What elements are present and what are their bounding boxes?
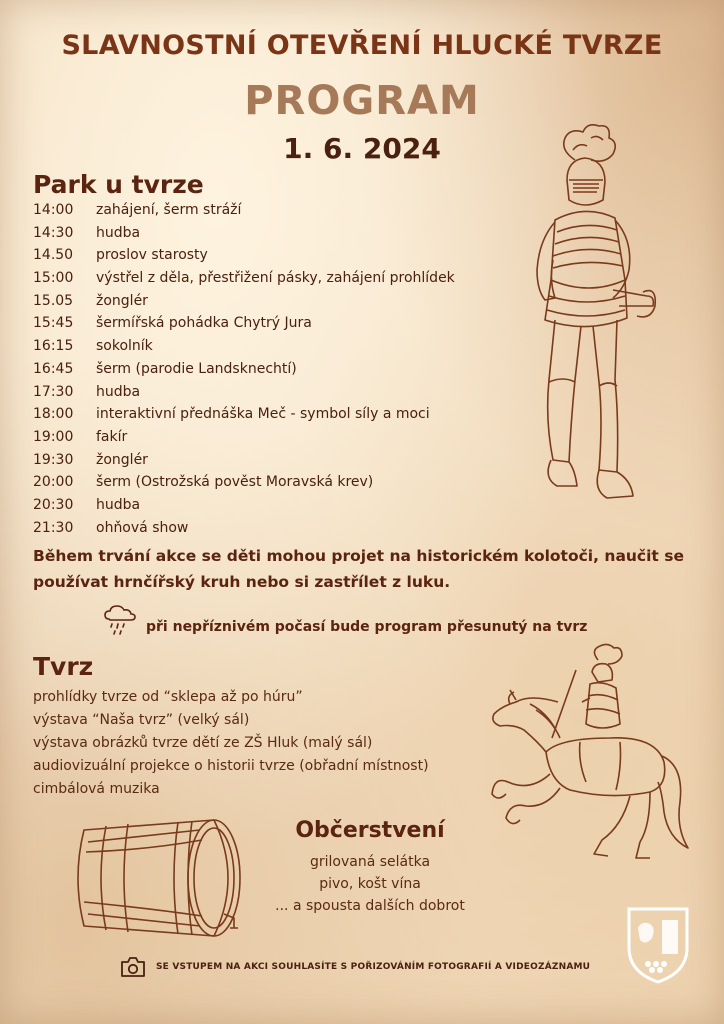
schedule-time: 21:30	[33, 519, 74, 536]
event-date: 1. 6. 2024	[283, 132, 441, 165]
schedule-time: 20:00	[33, 474, 74, 491]
barrel-illustration	[66, 812, 252, 944]
schedule-time: 17:30	[33, 383, 74, 400]
weather-note: při nepříznivém počasí bude program přesunutý na tvrz	[146, 619, 588, 635]
schedule-event: zahájení, šerm stráží	[96, 202, 242, 218]
schedule-time: 15:00	[33, 270, 74, 287]
schedule-event: výstřel z děla, přestřižení pásky, zahájení prohlídek	[96, 270, 455, 287]
tvrz-list	[33, 686, 429, 801]
schedule-event: sokolník	[96, 338, 153, 355]
schedule-time: 19:30	[33, 451, 74, 468]
schedule-event: žonglér	[96, 292, 148, 309]
refreshment-item: grilovaná selátka	[309, 854, 431, 870]
refreshments-section	[260, 818, 480, 917]
knight-illustration	[515, 120, 665, 505]
schedule-event: šerm (Ostrožská pověst Moravská krev)	[96, 474, 374, 491]
photo-consent-footer	[120, 956, 590, 978]
coat-of-arms-icon	[626, 906, 690, 984]
schedule-event: šerm (parodie Landsknechtí)	[96, 360, 297, 377]
schedule-event: interaktivní přednáška Meč - symbol síly a moci	[96, 406, 430, 423]
schedule-event: proslov starosty	[96, 247, 208, 264]
park-heading: Park u tvrze	[33, 170, 204, 199]
footer-text: SE VSTUPEM NA AKCI SOUHLASÍTE S POŘIZOVÁNÍM FOTOGRAFIÍ A VIDEOZÁZNAMU	[156, 962, 591, 972]
horseman-illustration	[490, 642, 690, 867]
rain-cloud-icon	[101, 601, 139, 639]
camera-icon	[120, 956, 146, 978]
schedule-time: 19:00	[33, 428, 74, 445]
schedule-time: 15.05	[33, 292, 74, 309]
schedule-time: 18:00	[33, 406, 74, 423]
schedule-event: šermířská pohádka Chytrý Jura	[96, 315, 312, 332]
refreshments-heading: Občerstvení	[295, 818, 445, 843]
schedule-event: žonglér	[96, 451, 148, 468]
schedule-time: 16:15	[33, 338, 74, 355]
tvrz-heading: Tvrz	[33, 652, 94, 681]
refreshment-item: ... a spousta dalších dobrot	[275, 898, 465, 914]
page-title: SLAVNOSTNÍ OTEVŘENÍ HLUCKÉ TVRZE	[61, 30, 663, 61]
refreshment-item: pivo, košt vína	[319, 876, 421, 892]
tvrz-item: prohlídky tvrze od “sklepa až po húru”	[33, 689, 303, 705]
tvrz-item: výstava obrázků tvrze dětí ze ZŠ Hluk (malý sál)	[33, 735, 373, 751]
tvrz-item: audiovizuální projekce o historii tvrze (obřadní místnost)	[33, 758, 429, 774]
schedule-time: 14:30	[33, 224, 74, 241]
schedule-time: 16:45	[33, 360, 74, 377]
schedule-event: hudba	[96, 496, 141, 513]
schedule-time: 15:45	[33, 315, 74, 332]
activities-note: Během trvání akce se děti mohou projet na historickém kolotoči, naučit se používat hrnčířský kruh nebo si zastřílet z luku.	[33, 547, 684, 591]
schedule-event: hudba	[96, 224, 141, 241]
schedule-event: fakír	[96, 428, 128, 445]
schedule-time: 14.50	[33, 247, 74, 264]
program-subtitle: PROGRAM	[244, 78, 480, 124]
tvrz-item: cimbálová muzika	[33, 781, 160, 797]
schedule-event: ohňová show	[96, 519, 189, 536]
schedule-time: 20:30	[33, 496, 74, 513]
tvrz-item: výstava “Naša tvrz” (velký sál)	[33, 712, 250, 728]
schedule-time: 14:00	[33, 202, 74, 218]
schedule-event: hudba	[96, 383, 141, 400]
